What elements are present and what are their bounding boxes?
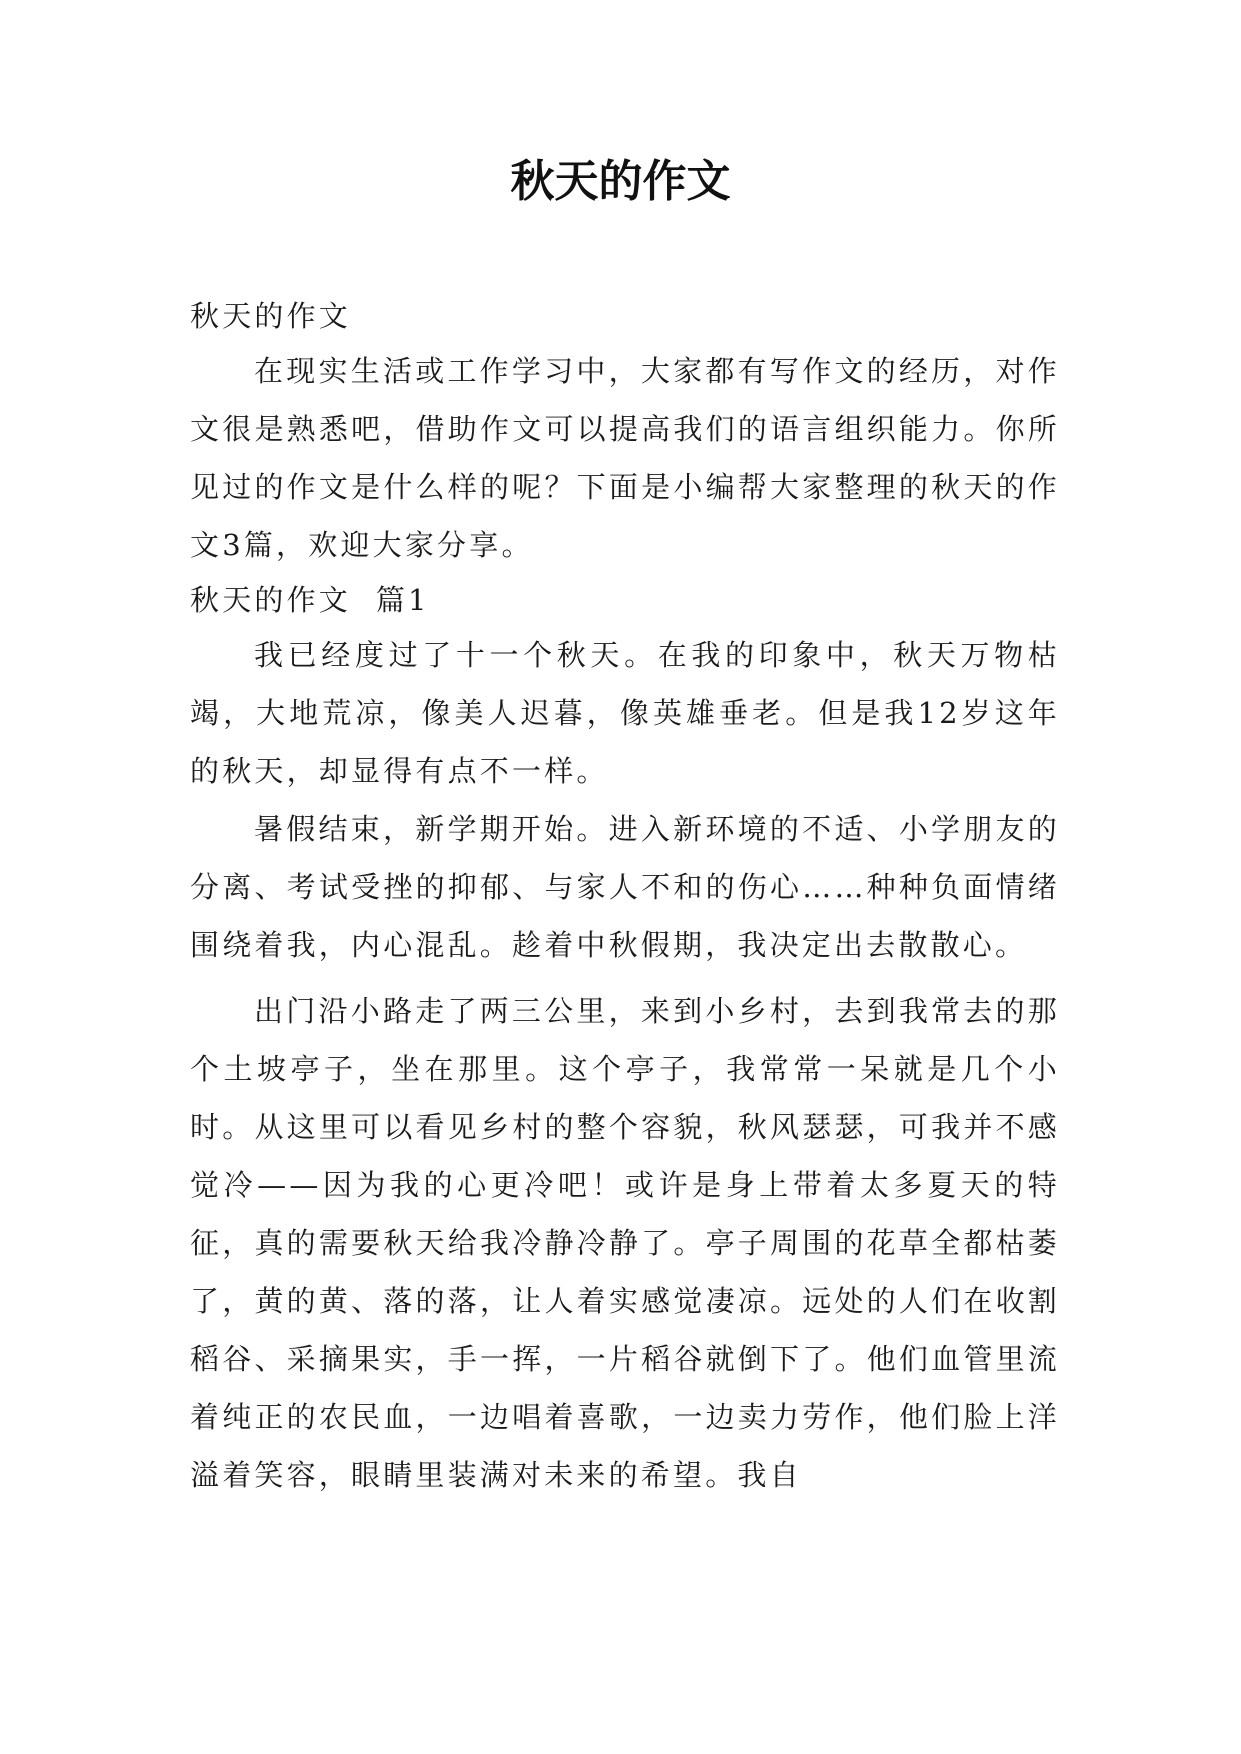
document-title: 秋天的作文 (510, 156, 731, 207)
body-paragraph: 出门沿小路走了两三公里，来到小乡村，去到我常去的那个土坡亭子，坐在那里。这个亭子，我常常一呆就是几个小时。从这里可以看见乡村的整个容貌，秋风瑟瑟，可我并不感觉冷——因为我的心更冷吧！或许是身上带着太多夏天的特征，真的需要秋天给我冷静冷静了。亭子周围的花草全都枯萎了，黄的黄、落的落，让人着实感觉凄凉。远处的人们在收割稻谷、采摘果实，手一挥，一片稻谷就倒下了。他们血管里流着纯正的农民血，一边唱着喜歌，一边卖力劳作，他们脸上洋溢着笑容，眼睛里装满对未来的希望。我自 (190, 994, 1060, 1492)
section-heading: 秋天的作文 篇1 (190, 583, 430, 617)
intro-paragraph: 在现实生活或工作学习中，大家都有写作文的经历，对作文很是熟悉吧，借助作文可以提高我们的语言组织能力。你所见过的作文是什么样的呢？下面是小编帮大家整理的秋天的作文3篇，欢迎大家分享。 (190, 354, 1060, 562)
intro-heading: 秋天的作文 (190, 299, 352, 333)
body-paragraph: 暑假结束，新学期开始。进入新环境的不适、小学朋友的分离、考试受挫的抑郁、与家人不和的伤心……种种负面情绪围绕着我，内心混乱。趁着中秋假期，我决定出去散散心。 (190, 812, 1060, 962)
document-body (190, 290, 1060, 1504)
body-paragraph: 我已经度过了十一个秋天。在我的印象中，秋天万物枯竭，大地荒凉，像美人迟暮，像英雄垂老。但是我12岁这年的秋天，却显得有点不一样。 (190, 638, 1060, 788)
